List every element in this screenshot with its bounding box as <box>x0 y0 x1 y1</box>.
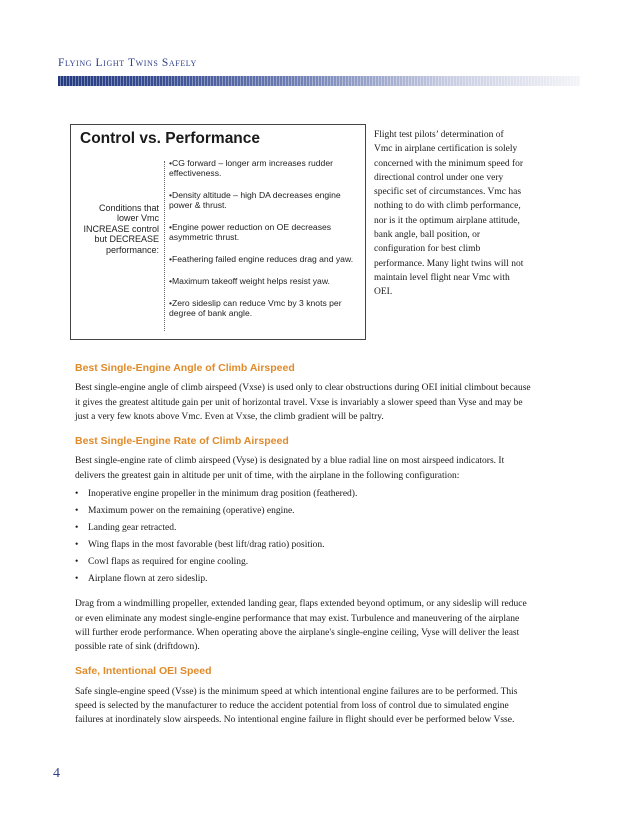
figure-bullet: •Density altitude – high DA decreases engine power & thrust. <box>169 190 341 210</box>
list-item: • Maximum power on the remaining (operative) engine. <box>75 504 535 518</box>
figure-bullet: •Feathering failed engine reduces drag and yaw. <box>169 254 354 264</box>
paragraph-vxse: Best single-engine angle of climb airspeed (Vxse) is used only to clear obstructions during OEI initial climbout because it gives the greatest altitude gain per unit of horizontal travel. Vxse is invariably a slower speed than Vyse and may be just a very few knots above Vmc. Even at Vxse, the climb gradient will be paltry. <box>75 383 531 422</box>
list-item: • Cowl flaps as required for engine cooling. <box>75 555 535 569</box>
header-gradient-bar <box>58 76 580 86</box>
main-content <box>75 361 535 738</box>
sidebar-paragraph: Flight test pilots’ determination of Vmc in airplane certification is solely concerned with the minimum speed for directional control under one very specific set of circumstances. Vmc has nothing to do with climb performance, nor is it the optimum airplane attitude, bank angle, ball position, or configuration for best climb performance. Many light twins will not maintain level flight near Vmc with OEI. <box>374 130 524 298</box>
figure-bullet-list <box>169 158 361 330</box>
vyse-configuration-list <box>75 487 535 586</box>
list-item: • Wing flaps in the most favorable (best lift/drag ratio) position. <box>75 538 535 552</box>
figure-divider <box>164 161 165 331</box>
section-heading-vsse: Safe, Intentional OEI Speed <box>75 665 212 678</box>
figure-bullet: •Engine power reduction on OE decreases asymmetric thrust. <box>169 222 332 242</box>
list-item: • Landing gear retracted. <box>75 521 535 535</box>
control-vs-performance-figure <box>70 124 366 340</box>
section-heading-vyse: Best Single-Engine Rate of Climb Airspeed <box>75 435 289 448</box>
running-header-title: Flying Light Twins Safely <box>58 57 197 69</box>
list-item: • Airplane flown at zero sideslip. <box>75 572 535 586</box>
figure-conditions-label: Conditions that lower Vmc INCREASE control but DECREASE performance: <box>83 203 159 255</box>
paragraph-drag: Drag from a windmilling propeller, extended landing gear, flaps extended beyond optimum, or any sideslip will reduce or even eliminate any modest single-engine performance that may exist. Turbulence and maneuvering of the airplane will further erode performance. When operating above the airplane's single-engine ceiling, Vyse will deliver the least possible rate of sink (driftdown). <box>75 599 527 653</box>
figure-title: Control vs. Performance <box>80 130 261 147</box>
figure-bullet: •Maximum takeoff weight helps resist yaw. <box>169 276 330 286</box>
figure-bullet: •Zero sideslip can reduce Vmc by 3 knots per degree of bank angle. <box>169 298 342 318</box>
paragraph-vyse: Best single-engine rate of climb airspeed (Vyse) is designated by a blue radial line on most airspeed indicators. It delivers the greatest gain in altitude per unit of time, with the airplane in the following configuration: <box>75 456 505 481</box>
section-heading-vxse: Best Single-Engine Angle of Climb Airspeed <box>75 362 295 374</box>
figure-bullet: •CG forward – longer arm increases rudder effectiveness. <box>169 158 333 178</box>
page-number: 4 <box>53 766 60 781</box>
list-item: • Inoperative engine propeller in the minimum drag position (feathered). <box>75 487 535 501</box>
paragraph-vsse: Safe single-engine speed (Vsse) is the minimum speed at which intentional engine failures are to be performed. This speed is selected by the manufacturer to reduce the accident potential from loss of control due to simulated engine failures at inordinately slow airspeeds. No intentional engine failure in flight should ever be performed below Vsse. <box>75 686 518 726</box>
